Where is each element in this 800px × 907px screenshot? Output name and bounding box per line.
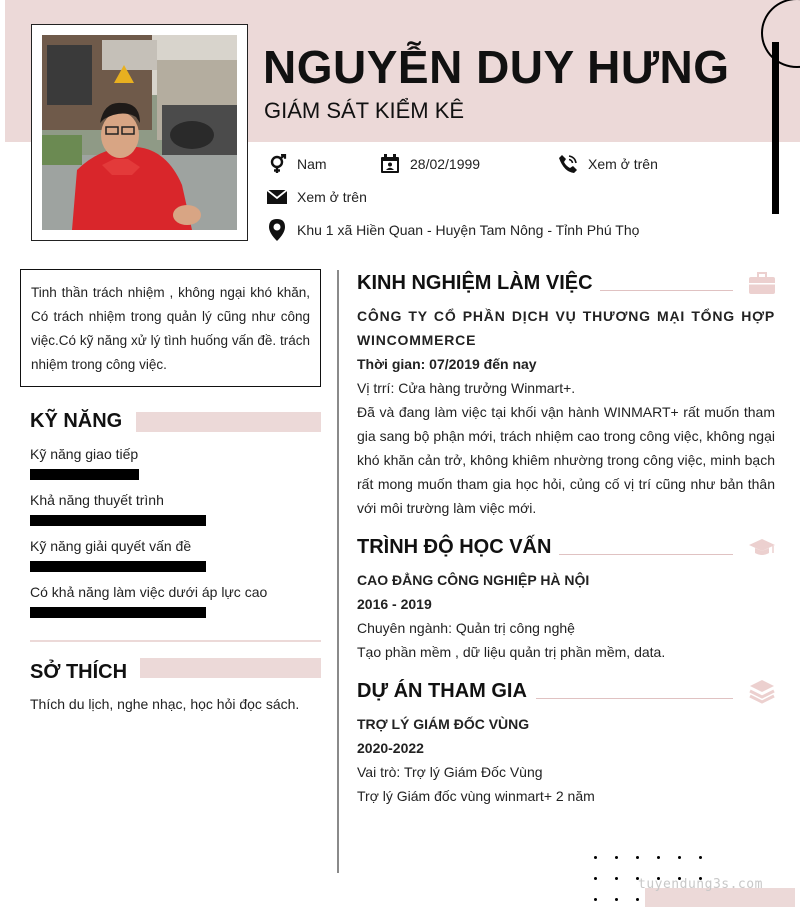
gender-value: Nam <box>297 156 327 172</box>
experience-position: Vị trrí: Cửa hàng trưởng Winmart+. <box>357 380 576 396</box>
candidate-name: NGUYỄN DUY HƯNG <box>263 41 730 93</box>
education-school: CAO ĐẲNG CÔNG NGHIỆP HÀ NỘI <box>357 572 590 588</box>
skill-bar <box>30 607 206 618</box>
skill-label: Kỹ năng giải quyết vấn đề <box>30 538 192 554</box>
decorative-dot <box>678 856 681 859</box>
education-years: 2016 - 2019 <box>357 596 432 612</box>
profile-photo <box>42 35 237 230</box>
hobbies-text: Thích du lịch, nghe nhạc, học hỏi đọc sách. <box>30 696 300 712</box>
decorative-dot <box>594 856 597 859</box>
experience-heading-line <box>600 290 733 291</box>
skill-bar <box>30 515 206 526</box>
birthday-info <box>379 153 480 175</box>
experience-company: CÔNG TY CỔ PHẦN DỊCH VỤ THƯƠNG MẠI TỔNG HỢP WINCOMMERCE <box>357 308 775 348</box>
gender-icon <box>266 153 288 175</box>
project-role: Vai trò: Trợ lý Giám Đốc Vùng <box>357 764 543 780</box>
decorative-bar <box>772 42 779 214</box>
project-note: Trợ lý Giám đốc vùng winmart+ 2 năm <box>357 788 595 804</box>
location-icon <box>266 219 288 241</box>
phone-icon <box>557 153 579 175</box>
skill-label: Có khả năng làm việc dưới áp lực cao <box>30 584 268 600</box>
project-years: 2020-2022 <box>357 740 424 756</box>
column-divider <box>337 270 339 873</box>
decorative-dot <box>615 856 618 859</box>
decorative-dot <box>699 856 702 859</box>
decorative-dot <box>615 877 618 880</box>
experience-time: Thời gian: 07/2019 đến nay <box>357 356 537 372</box>
hobbies-heading-accent <box>140 658 321 678</box>
graduation-cap-icon <box>749 536 775 560</box>
skill-bar <box>30 561 206 572</box>
email-icon <box>266 186 288 208</box>
email-info <box>266 186 367 208</box>
calendar-icon <box>379 153 401 175</box>
section-divider <box>30 640 321 642</box>
education-heading: TRÌNH ĐỘ HỌC VẤN <box>357 536 552 558</box>
education-heading-line <box>559 554 733 555</box>
projects-heading: DỰ ÁN THAM GIA <box>357 680 527 702</box>
phone-info <box>557 153 658 175</box>
decorative-dot <box>615 898 618 901</box>
birthday-value: 28/02/1999 <box>410 156 481 172</box>
skills-heading: KỸ NĂNG <box>30 410 123 432</box>
profile-photo-frame <box>31 24 248 241</box>
watermark-text: tuyendung3s.com <box>638 877 763 892</box>
decorative-dot <box>594 877 597 880</box>
address-value: Khu 1 xã Hiền Quan - Huyện Tam Nông - Tỉnh Phú Thọ <box>297 222 640 238</box>
experience-description: Đã và đang làm việc tại khối vận hành WINMART+ rất muốn tham gia sang bộ phận mới, trách nhiệm cao trong công việc, không ngại khó khăn cản trở, không khiêm nhường trong công việc, minh bạch rất mong muốn tham gia học hỏi, củng cố vị trí cũng như bản thân với môi trường làm việc mới. <box>357 404 775 516</box>
career-summary: Tinh thần trách nhiệm , không ngại khó khăn, Có trách nhiệm trong quản lý cũng như công việc.Có kỹ năng xử lý tình huống vấn đề. trách nhiệm trong công việc. <box>20 269 321 387</box>
projects-heading-line <box>536 698 733 699</box>
skill-label: Khả năng thuyết trình <box>30 492 164 508</box>
address-info <box>266 219 639 241</box>
experience-heading: KINH NGHIỆM LÀM VIỆC <box>357 272 593 294</box>
decorative-dot <box>636 856 639 859</box>
briefcase-icon <box>749 272 775 296</box>
decorative-dot <box>594 898 597 901</box>
skills-heading-accent <box>136 412 321 432</box>
education-major: Chuyên ngành: Quản trị công nghệ <box>357 620 575 636</box>
gender-info <box>266 153 327 175</box>
layers-icon <box>749 679 775 703</box>
job-title: GIÁM SÁT KIỂM KÊ <box>264 98 465 123</box>
decorative-dot <box>636 898 639 901</box>
decorative-dot <box>657 856 660 859</box>
education-note: Tạo phần mềm , dữ liệu quản trị phần mềm, data. <box>357 644 666 660</box>
email-value: Xem ở trên <box>297 189 367 205</box>
hobbies-heading: SỞ THÍCH <box>30 661 128 683</box>
skill-bar <box>30 469 139 480</box>
project-role-title: TRỢ LÝ GIÁM ĐỐC VÙNG <box>357 716 530 732</box>
skill-label: Kỹ năng giao tiếp <box>30 446 139 462</box>
phone-value: Xem ở trên <box>588 156 658 172</box>
